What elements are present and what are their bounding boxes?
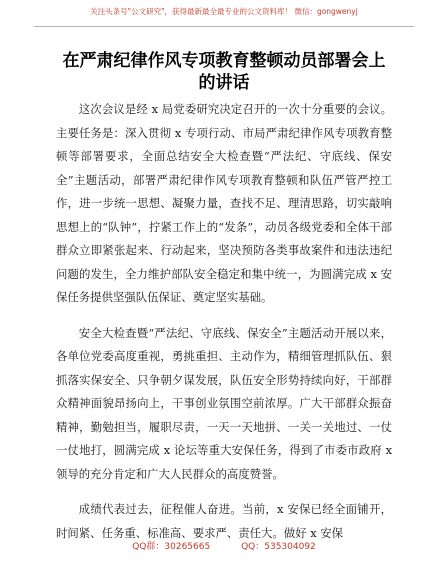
header-banner: 关注头条号"公文研究"，获得最新最全最专业的公文资料库！ 微信：gongwenyj (90, 7, 358, 16)
body-paragraph-3: 成绩代表过去，征程催人奋进。当前，x 安保已经全面铺开，时间紧、任务重、标准高、要求严、责任大。做好 x 安保 (56, 502, 392, 540)
body-paragraph-1: 这次会议是经 x 局党委研究决定召开的一次十分重要的会议。主要任务是：深入贯彻 x 专项行动、市局严肃纪律作风专项教育整顿等部署要求，全面总结安全大检查暨“严法纪、守底线、保安全”主题活动，部署严肃纪律作风专项教育整顿和队伍严管严控工作，进一步统一思想、凝聚力量，查找不足、理清思路，切实敲响思想上的“队钟”，拧紧工作上的“发条”，动员各级党委和全体干部群众立即紧张起来、行动起来，坚决预防各类事故案件和违法违纪问题的发生，全力维护部队安全稳定和集中统一，为圆满完成 x 安保任务提供坚强队伍保证、奠定坚实基础。 (56, 102, 392, 304)
document-title: 在严肃纪律作风专项教育整顿动员部署会上的讲话 (62, 51, 386, 93)
footer-qq-group: QQ群：30265665 (132, 542, 211, 552)
body-paragraph-2: 安全大检查暨“严法纪、守底线、保安全”主题活动开展以来，各单位党委高度重视，勇挑重担、主动作为，精细管理抓队伍、狠抓落实保安全、只争朝夕谋发展，队伍安全形势持续向好，干部群众精神面貌昂扬向上，干事创业氛围空前浓厚。广大干部群众振奋精神，勤勉担当，履职尽责，一天一天地拼、一关一关地过、一仗一仗地打，圆满完成 x 论坛等重大安保任务，得到了市委市政府 x 领导的充分肯定和广大人民群众的高度赞誉。 (56, 325, 392, 481)
document-body (56, 98, 392, 545)
footer-qq-number: QQ：535304092 (241, 542, 316, 552)
footer-contact (0, 541, 448, 553)
header-divider (34, 26, 414, 27)
